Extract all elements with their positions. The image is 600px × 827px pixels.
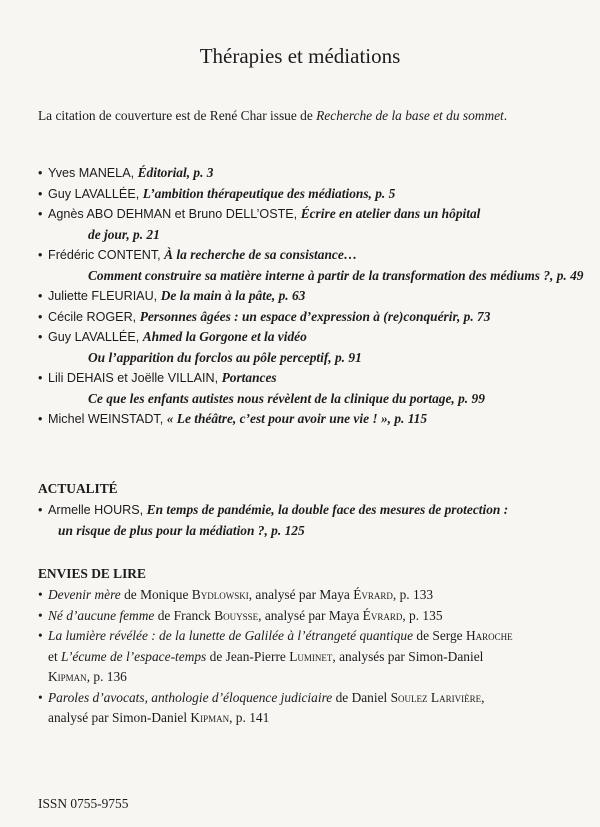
reviews-list [38,585,598,729]
list-item: • Frédéric CONTENT, À la recherche de sa consistance… Comment construire sa matière interne à partir de la transformation des médiums ?, p. 49 [38,245,598,286]
section-heading-envies: ENVIES DE LIRE [38,566,146,581]
page-title: Thérapies et médiations [199,44,401,68]
list-item: • Michel WEINSTADT, « Le théâtre, c’est pour avoir une vie ! », p. 115 [38,409,598,430]
actualite-list [38,500,598,541]
list-item: • La lumière révélée : de la lunette de Galilée à l’étrangeté quantique de Serge Haroche et L’écume de l’espace-temps de Jean-Pierre Luminet, analysés par Simon-Daniel Kipman, p. 136 [38,626,598,688]
section-heading-actualite: ACTUALITÉ [38,481,118,496]
list-item: • Lili DEHAIS et Joëlle VILLAIN, Portances Ce que les enfants autistes nous révèlent de la clinique du portage, p. 99 [38,368,598,409]
list-item: • Paroles d’avocats, anthologie d’éloquence judiciaire de Daniel Soulez Larivière, analysé par Simon-Daniel Kipman, p. 141 [38,688,598,729]
list-item: • Agnès ABO DEHMAN et Bruno DELL’OSTE, Écrire en atelier dans un hôpital de jour, p. 21 [38,204,598,245]
list-item: • Guy LAVALLÉE, L’ambition thérapeutique des médiations, p. 5 [38,184,598,205]
issn-number: ISSN 0755-9755 [38,796,129,811]
list-item: • Guy LAVALLÉE, Ahmed la Gorgone et la vidéo Ou l’apparition du forclos au pôle perceptif, p. 91 [38,327,598,368]
cited-work: Recherche de la base et du sommet [316,108,504,123]
cover-quote-note: La citation de couverture est de René Char issue de Recherche de la base et du sommet. [38,108,508,123]
contents-list [38,163,598,430]
list-item: • Juliette FLEURIAU, De la main à la pâte, p. 63 [38,286,598,307]
list-item: • Cécile ROGER, Personnes âgées : un espace d’expression à (re)conquérir, p. 73 [38,307,598,328]
list-item: • Yves MANELA, Éditorial, p. 3 [38,163,598,184]
list-item: • Né d’aucune femme de Franck Bouysse, analysé par Maya Évrard, p. 135 [38,606,598,627]
list-item: • Devenir mère de Monique Bydlowski, analysé par Maya Évrard, p. 133 [38,585,598,606]
list-item: • Armelle HOURS, En temps de pandémie, la double face des mesures de protection : un risque de plus pour la médiation ?, p. 125 [38,500,598,541]
